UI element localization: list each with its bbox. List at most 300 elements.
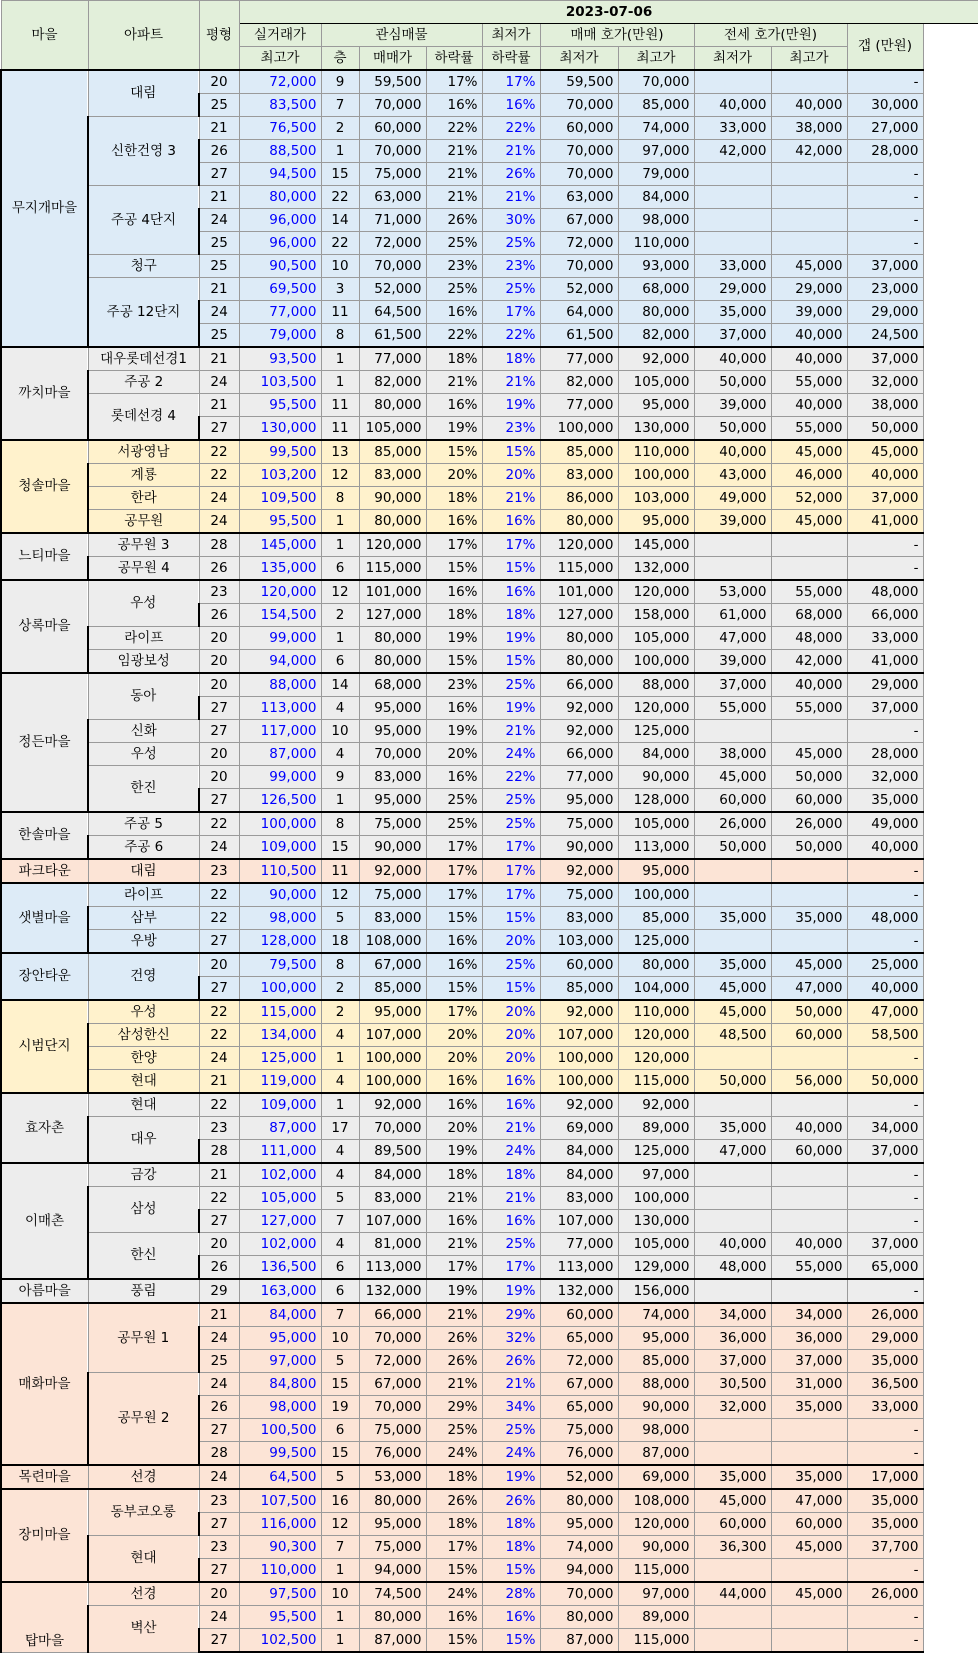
drop-rate-cell: 17% (426, 70, 482, 94)
sale-price-cell: 95,000 (359, 1000, 426, 1024)
table-row (1, 766, 978, 789)
actual-max-cell: 128,000 (239, 930, 321, 954)
lease-low-cell: 61,000 (694, 604, 771, 627)
apartment-cell: 공무원 1 (88, 1303, 199, 1373)
pyeong-cell: 24 (199, 487, 239, 510)
floor-cell: 5 (321, 907, 359, 930)
apartment-cell: 삼성 (88, 1187, 199, 1233)
lease-high-cell (771, 1442, 847, 1466)
village-cell: 효자촌 (1, 1093, 88, 1163)
floor-cell: 9 (321, 70, 359, 94)
table-row (1, 186, 978, 209)
gap-cell: - (847, 720, 923, 743)
actual-max-cell: 90,500 (239, 255, 321, 278)
lease-high-cell: 45,000 (771, 440, 847, 464)
lease-high-cell: 42,000 (771, 650, 847, 674)
drop-rate-cell: 19% (426, 417, 482, 441)
gap-cell: - (847, 70, 923, 94)
pyeong-cell: 20 (199, 650, 239, 674)
sale-price-cell: 101,000 (359, 580, 426, 604)
lease-high-cell: 55,000 (771, 1256, 847, 1280)
table-row (1, 533, 978, 557)
min-drop-cell: 15% (482, 1629, 540, 1653)
lease-low-cell: 45,000 (694, 1489, 771, 1513)
lease-low-cell: 35,000 (694, 1465, 771, 1489)
drop-rate-cell: 21% (426, 186, 482, 209)
table-row (1, 1117, 978, 1140)
drop-rate-cell: 16% (426, 697, 482, 720)
lease-low-cell: 36,000 (694, 1327, 771, 1350)
sale-high-cell: 132,000 (618, 557, 694, 581)
apartment-cell: 주공 6 (88, 836, 199, 860)
sale-high-cell: 120,000 (618, 580, 694, 604)
gap-cell: 29,000 (847, 301, 923, 324)
header-drop-rate: 하락률 (426, 47, 482, 71)
village-cell: 느티마을 (1, 533, 88, 580)
sale-high-cell: 120,000 (618, 1513, 694, 1536)
min-drop-cell: 16% (482, 1093, 540, 1117)
lease-low-cell: 35,000 (694, 907, 771, 930)
apartment-cell: 신한건영 3 (88, 117, 199, 186)
village-cell: 샛별마을 (1, 883, 88, 953)
apartment-cell: 라이프 (88, 627, 199, 650)
header-sale-low: 최저가 (540, 47, 618, 71)
actual-max-cell: 125,000 (239, 1047, 321, 1070)
floor-cell: 11 (321, 301, 359, 324)
apartment-cell: 삼성한신 (88, 1024, 199, 1047)
actual-max-cell: 110,500 (239, 859, 321, 883)
sale-low-cell: 80,000 (540, 627, 618, 650)
sale-high-cell: 156,000 (618, 1279, 694, 1303)
lease-low-cell: 43,000 (694, 464, 771, 487)
apartment-cell: 계룡 (88, 464, 199, 487)
min-drop-cell: 17% (482, 301, 540, 324)
sale-price-cell: 100,000 (359, 1070, 426, 1094)
actual-max-cell: 95,000 (239, 1327, 321, 1350)
pyeong-cell: 20 (199, 70, 239, 94)
table-row (1, 953, 978, 977)
min-drop-cell: 23% (482, 255, 540, 278)
gap-cell: - (847, 1559, 923, 1583)
actual-max-cell: 96,000 (239, 232, 321, 255)
pyeong-cell: 27 (199, 1210, 239, 1233)
sale-high-cell: 90,000 (618, 766, 694, 789)
lease-high-cell: 60,000 (771, 1140, 847, 1164)
min-drop-cell: 16% (482, 1070, 540, 1094)
sale-low-cell: 67,000 (540, 209, 618, 232)
sale-low-cell: 83,000 (540, 1187, 618, 1210)
drop-rate-cell: 16% (426, 1070, 482, 1094)
sale-low-cell: 72,000 (540, 232, 618, 255)
drop-rate-cell: 24% (426, 1442, 482, 1466)
min-drop-cell: 19% (482, 697, 540, 720)
lease-low-cell: 40,000 (694, 347, 771, 371)
header-sale-ask: 매매 호가(만원) (540, 24, 694, 47)
min-drop-cell: 24% (482, 1140, 540, 1164)
lease-low-cell: 35,000 (694, 953, 771, 977)
drop-rate-cell: 17% (426, 1256, 482, 1280)
pyeong-cell: 22 (199, 440, 239, 464)
sale-high-cell: 68,000 (618, 278, 694, 301)
apartment-cell: 건영 (88, 953, 199, 1000)
actual-max-cell: 100,500 (239, 1419, 321, 1442)
lease-high-cell: 40,000 (771, 673, 847, 697)
drop-rate-cell: 17% (426, 533, 482, 557)
lease-high-cell: 52,000 (771, 487, 847, 510)
floor-cell: 1 (321, 627, 359, 650)
sale-high-cell: 87,000 (618, 1442, 694, 1466)
village-cell: 무지개마을 (1, 70, 88, 347)
sale-low-cell: 84,000 (540, 1163, 618, 1187)
floor-cell: 1 (321, 1559, 359, 1583)
actual-max-cell: 105,000 (239, 1187, 321, 1210)
actual-max-cell: 90,000 (239, 883, 321, 907)
min-drop-cell: 16% (482, 1210, 540, 1233)
min-drop-cell: 17% (482, 883, 540, 907)
pyeong-cell: 27 (199, 789, 239, 813)
sale-low-cell: 75,000 (540, 883, 618, 907)
pyeong-cell: 27 (199, 697, 239, 720)
lease-low-cell: 38,000 (694, 743, 771, 766)
sale-price-cell: 80,000 (359, 1606, 426, 1629)
lease-high-cell (771, 232, 847, 255)
header-date: 2023-07-06 (239, 1, 978, 24)
apartment-cell: 한양 (88, 1047, 199, 1070)
sale-low-cell: 115,000 (540, 557, 618, 581)
gap-cell: 26,000 (847, 1582, 923, 1606)
sale-price-cell: 83,000 (359, 766, 426, 789)
sale-price-cell: 94,000 (359, 1559, 426, 1583)
sale-price-cell: 95,000 (359, 789, 426, 813)
floor-cell: 6 (321, 557, 359, 581)
lease-high-cell (771, 1606, 847, 1629)
sale-low-cell: 63,000 (540, 186, 618, 209)
pyeong-cell: 25 (199, 1350, 239, 1373)
floor-cell: 9 (321, 766, 359, 789)
sale-price-cell: 75,000 (359, 1536, 426, 1559)
sale-high-cell: 105,000 (618, 812, 694, 836)
lease-high-cell (771, 1629, 847, 1653)
lease-high-cell: 47,000 (771, 1489, 847, 1513)
actual-max-cell: 130,000 (239, 417, 321, 441)
floor-cell: 4 (321, 1233, 359, 1256)
village-cell: 이매촌 (1, 1163, 88, 1279)
sale-high-cell: 130,000 (618, 1210, 694, 1233)
pyeong-cell: 20 (199, 1582, 239, 1606)
lease-high-cell: 55,000 (771, 697, 847, 720)
apartment-cell: 신화 (88, 720, 199, 743)
pyeong-cell: 22 (199, 1000, 239, 1024)
table-row (1, 255, 978, 278)
drop-rate-cell: 19% (426, 1279, 482, 1303)
sale-high-cell: 97,000 (618, 140, 694, 163)
pyeong-cell: 20 (199, 1233, 239, 1256)
sale-high-cell: 89,000 (618, 1117, 694, 1140)
gap-cell: - (847, 1419, 923, 1442)
sale-price-cell: 84,000 (359, 1163, 426, 1187)
drop-rate-cell: 15% (426, 650, 482, 674)
drop-rate-cell: 21% (426, 163, 482, 186)
table-row (1, 1070, 978, 1094)
floor-cell: 12 (321, 464, 359, 487)
actual-max-cell: 99,500 (239, 440, 321, 464)
sale-high-cell: 125,000 (618, 720, 694, 743)
drop-rate-cell: 16% (426, 953, 482, 977)
sale-high-cell: 95,000 (618, 859, 694, 883)
lease-high-cell: 55,000 (771, 417, 847, 441)
apartment-cell: 현대 (88, 1536, 199, 1583)
sale-low-cell: 107,000 (540, 1210, 618, 1233)
gap-cell: 35,000 (847, 789, 923, 813)
sale-low-cell: 107,000 (540, 1024, 618, 1047)
sale-low-cell: 66,000 (540, 673, 618, 697)
pyeong-cell: 29 (199, 1279, 239, 1303)
pyeong-cell: 20 (199, 766, 239, 789)
actual-max-cell: 99,000 (239, 766, 321, 789)
actual-max-cell: 69,500 (239, 278, 321, 301)
lease-low-cell (694, 533, 771, 557)
sale-low-cell: 92,000 (540, 859, 618, 883)
floor-cell: 8 (321, 487, 359, 510)
table-row (1, 627, 978, 650)
lease-high-cell (771, 1559, 847, 1583)
pyeong-cell: 21 (199, 394, 239, 417)
min-drop-cell: 22% (482, 324, 540, 348)
table-row (1, 347, 978, 371)
sale-high-cell: 98,000 (618, 1419, 694, 1442)
table-header (1, 1, 978, 71)
gap-cell: - (847, 163, 923, 186)
table-row (1, 580, 978, 604)
drop-rate-cell: 17% (426, 1000, 482, 1024)
floor-cell: 5 (321, 1350, 359, 1373)
sale-price-cell: 75,000 (359, 883, 426, 907)
apartment-cell: 선경 (88, 1582, 199, 1606)
pyeong-cell: 21 (199, 1070, 239, 1094)
sale-high-cell: 80,000 (618, 301, 694, 324)
min-drop-cell: 21% (482, 1373, 540, 1396)
lease-high-cell: 68,000 (771, 604, 847, 627)
floor-cell: 1 (321, 371, 359, 394)
sale-high-cell: 104,000 (618, 977, 694, 1001)
actual-max-cell: 84,800 (239, 1373, 321, 1396)
lease-low-cell: 42,000 (694, 140, 771, 163)
lease-high-cell: 40,000 (771, 94, 847, 117)
sale-low-cell: 80,000 (540, 510, 618, 534)
sale-low-cell: 80,000 (540, 650, 618, 674)
lease-high-cell (771, 186, 847, 209)
sale-price-cell: 53,000 (359, 1465, 426, 1489)
lease-high-cell: 40,000 (771, 394, 847, 417)
floor-cell: 5 (321, 1187, 359, 1210)
gap-cell: 36,500 (847, 1373, 923, 1396)
lease-high-cell: 37,000 (771, 1350, 847, 1373)
drop-rate-cell: 20% (426, 1117, 482, 1140)
gap-cell: - (847, 859, 923, 883)
lease-low-cell (694, 1187, 771, 1210)
lease-low-cell: 60,000 (694, 1513, 771, 1536)
sale-low-cell: 80,000 (540, 1606, 618, 1629)
pyeong-cell: 26 (199, 604, 239, 627)
drop-rate-cell: 21% (426, 1303, 482, 1327)
lease-high-cell: 60,000 (771, 1513, 847, 1536)
sale-price-cell: 75,000 (359, 163, 426, 186)
actual-max-cell: 79,000 (239, 324, 321, 348)
min-drop-cell: 15% (482, 557, 540, 581)
pyeong-cell: 23 (199, 859, 239, 883)
sale-price-cell: 82,000 (359, 371, 426, 394)
sale-low-cell: 74,000 (540, 1536, 618, 1559)
apartment-cell: 우성 (88, 580, 199, 627)
pyeong-cell: 21 (199, 117, 239, 140)
sale-high-cell: 105,000 (618, 627, 694, 650)
lease-low-cell: 39,000 (694, 510, 771, 534)
min-drop-cell: 26% (482, 1489, 540, 1513)
sale-price-cell: 89,500 (359, 1140, 426, 1164)
floor-cell: 2 (321, 604, 359, 627)
actual-max-cell: 95,500 (239, 1606, 321, 1629)
sale-low-cell: 103,000 (540, 930, 618, 954)
lease-low-cell (694, 209, 771, 232)
lease-high-cell: 38,000 (771, 117, 847, 140)
sale-price-cell: 80,000 (359, 1489, 426, 1513)
table-row (1, 673, 978, 697)
floor-cell: 4 (321, 697, 359, 720)
sale-high-cell: 128,000 (618, 789, 694, 813)
lease-low-cell: 47,000 (694, 1140, 771, 1164)
sale-high-cell: 90,000 (618, 1396, 694, 1419)
sale-low-cell: 95,000 (540, 1513, 618, 1536)
actual-max-cell: 95,500 (239, 394, 321, 417)
gap-cell: - (847, 1187, 923, 1210)
pyeong-cell: 27 (199, 1513, 239, 1536)
floor-cell: 6 (321, 1419, 359, 1442)
header-min-drop: 하락률 (482, 47, 540, 71)
min-drop-cell: 16% (482, 1606, 540, 1629)
sale-high-cell: 97,000 (618, 1163, 694, 1187)
pyeong-cell: 21 (199, 1303, 239, 1327)
gap-cell: - (847, 1093, 923, 1117)
min-drop-cell: 25% (482, 812, 540, 836)
pyeong-cell: 22 (199, 812, 239, 836)
min-drop-cell: 21% (482, 186, 540, 209)
actual-max-cell: 103,500 (239, 371, 321, 394)
min-drop-cell: 20% (482, 1000, 540, 1024)
sale-price-cell: 52,000 (359, 278, 426, 301)
actual-max-cell: 117,000 (239, 720, 321, 743)
sale-high-cell: 85,000 (618, 1350, 694, 1373)
lease-high-cell: 50,000 (771, 1000, 847, 1024)
actual-max-cell: 145,000 (239, 533, 321, 557)
gap-cell: 37,700 (847, 1536, 923, 1559)
drop-rate-cell: 19% (426, 627, 482, 650)
floor-cell: 1 (321, 1093, 359, 1117)
actual-max-cell: 100,000 (239, 977, 321, 1001)
sale-low-cell: 85,000 (540, 440, 618, 464)
sale-high-cell: 84,000 (618, 743, 694, 766)
gap-cell: 37,000 (847, 347, 923, 371)
lease-low-cell (694, 930, 771, 954)
lease-high-cell: 29,000 (771, 278, 847, 301)
drop-rate-cell: 16% (426, 580, 482, 604)
lease-low-cell: 30,500 (694, 1373, 771, 1396)
pyeong-cell: 20 (199, 627, 239, 650)
pyeong-cell: 24 (199, 510, 239, 534)
sale-high-cell: 158,000 (618, 604, 694, 627)
apartment-cell: 임광보성 (88, 650, 199, 674)
sale-price-cell: 60,000 (359, 117, 426, 140)
sale-low-cell: 77,000 (540, 1233, 618, 1256)
sale-low-cell: 77,000 (540, 394, 618, 417)
header-pyeong: 평형 (199, 1, 239, 71)
lease-low-cell (694, 1442, 771, 1466)
lease-high-cell (771, 1093, 847, 1117)
header-lease-ask: 전세 호가(만원) (694, 24, 847, 47)
sale-price-cell: 92,000 (359, 859, 426, 883)
sale-low-cell: 65,000 (540, 1396, 618, 1419)
lease-low-cell: 39,000 (694, 650, 771, 674)
sale-low-cell: 60,000 (540, 953, 618, 977)
lease-high-cell (771, 163, 847, 186)
gap-cell: 41,000 (847, 510, 923, 534)
gap-cell: 17,000 (847, 1465, 923, 1489)
pyeong-cell: 27 (199, 720, 239, 743)
floor-cell: 7 (321, 1536, 359, 1559)
floor-cell: 12 (321, 1513, 359, 1536)
min-drop-cell: 17% (482, 1256, 540, 1280)
sale-low-cell: 100,000 (540, 417, 618, 441)
min-drop-cell: 16% (482, 580, 540, 604)
apartment-cell: 풍림 (88, 1279, 199, 1303)
floor-cell: 18 (321, 930, 359, 954)
sale-low-cell: 66,000 (540, 743, 618, 766)
sale-low-cell: 70,000 (540, 140, 618, 163)
gap-cell: 37,000 (847, 1140, 923, 1164)
lease-high-cell: 35,000 (771, 907, 847, 930)
lease-high-cell: 56,000 (771, 1070, 847, 1094)
gap-cell: 27,000 (847, 117, 923, 140)
floor-cell: 14 (321, 673, 359, 697)
village-cell: 매화마을 (1, 1303, 88, 1465)
table-row (1, 70, 978, 94)
sale-low-cell: 120,000 (540, 533, 618, 557)
floor-cell: 10 (321, 255, 359, 278)
lease-low-cell: 40,000 (694, 94, 771, 117)
actual-max-cell: 94,500 (239, 163, 321, 186)
gap-cell: - (847, 1047, 923, 1070)
table-row (1, 394, 978, 417)
sale-price-cell: 92,000 (359, 1093, 426, 1117)
apartment-cell: 공무원 3 (88, 533, 199, 557)
min-drop-cell: 25% (482, 1419, 540, 1442)
sale-price-cell: 63,000 (359, 186, 426, 209)
pyeong-cell: 27 (199, 1559, 239, 1583)
gap-cell: 32,000 (847, 371, 923, 394)
sale-low-cell: 82,000 (540, 371, 618, 394)
floor-cell: 15 (321, 163, 359, 186)
min-drop-cell: 15% (482, 440, 540, 464)
actual-max-cell: 72,000 (239, 70, 321, 94)
sale-high-cell: 120,000 (618, 697, 694, 720)
pyeong-cell: 25 (199, 232, 239, 255)
actual-max-cell: 77,000 (239, 301, 321, 324)
pyeong-cell: 24 (199, 371, 239, 394)
drop-rate-cell: 15% (426, 557, 482, 581)
lease-high-cell (771, 533, 847, 557)
sale-low-cell: 64,000 (540, 301, 618, 324)
pyeong-cell: 27 (199, 417, 239, 441)
village-cell: 장안타운 (1, 953, 88, 1000)
